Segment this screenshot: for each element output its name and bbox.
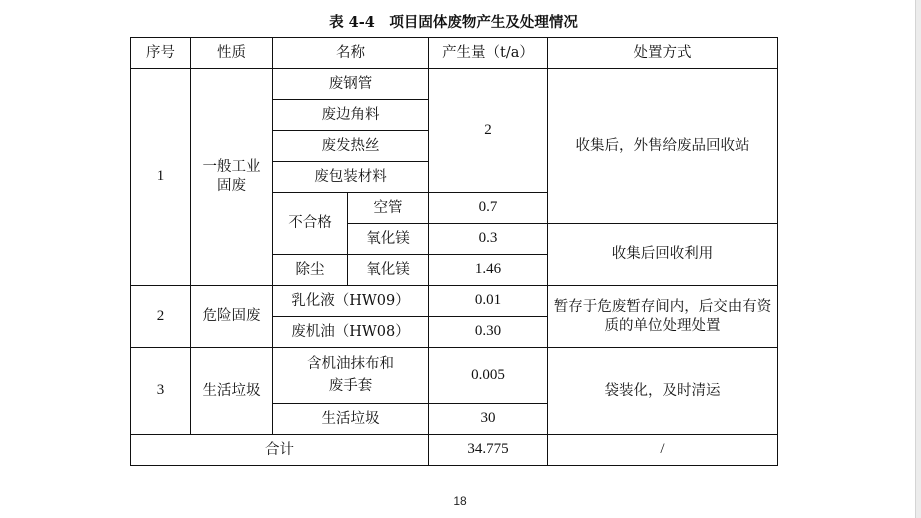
- page-number: 18: [453, 494, 467, 508]
- table-row: [131, 348, 778, 404]
- group3-item-2-amount: 30: [429, 404, 548, 435]
- group1-recycle-disposal: 收集后回收利用: [548, 224, 778, 286]
- group2-item-2-name: 废机油（HW08）: [273, 317, 429, 348]
- header-index: 序号: [131, 38, 191, 69]
- header-row: [131, 38, 778, 69]
- group1-dust-name: 氧化镁: [348, 255, 429, 286]
- group1-item: 废发热丝: [273, 131, 429, 162]
- group1-items-disposal: 收集后，外售给废品回收站: [548, 69, 778, 224]
- group1-item: 废钢管: [273, 69, 429, 100]
- group1-nature: [191, 69, 273, 286]
- group1-unqualified-1-name: 空管: [348, 193, 429, 224]
- table-row: [131, 69, 778, 100]
- table-caption: 表 4-4 项目固体废物产生及处理情况: [329, 14, 578, 31]
- group1-dust-amount: 1.46: [429, 255, 548, 286]
- group2-nature: 危险固废: [191, 286, 273, 348]
- group1-unqualified-2-amount: 0.3: [429, 224, 548, 255]
- group2-item-2-amount: 0.30: [429, 317, 548, 348]
- solid-waste-table: [130, 37, 778, 466]
- group3-index: 3: [131, 348, 191, 435]
- group1-unqualified-label: 不合格: [273, 193, 348, 255]
- group3-item-1-amount: 0.005: [429, 348, 548, 404]
- group2-item-1-name: 乳化液（HW09）: [273, 286, 429, 317]
- group3-item-2-name: 生活垃圾: [273, 404, 429, 435]
- group1-nature-text: 一般工业固废: [202, 159, 261, 194]
- group2-item-1-amount: 0.01: [429, 286, 548, 317]
- page-edge: [915, 0, 921, 518]
- total-disposal: /: [548, 435, 778, 466]
- header-disposal: 处置方式: [548, 38, 778, 69]
- group2-disposal: [548, 286, 778, 348]
- total-label: 合计: [131, 435, 429, 466]
- group1-item: 废包装材料: [273, 162, 429, 193]
- group3-item-1-name: [273, 348, 429, 404]
- group1-dust-label: 除尘: [273, 255, 348, 286]
- group1-items-amount: 2: [429, 69, 548, 193]
- group3-disposal: 袋装化，及时清运: [548, 348, 778, 435]
- group2-disposal-text: 暂存于危废暂存间内，后交由有资质的单位处理处置: [553, 298, 772, 334]
- group1-unqualified-2-name: 氧化镁: [348, 224, 429, 255]
- total-amount: 34.775: [429, 435, 548, 466]
- header-name: 名称: [273, 38, 429, 69]
- header-nature: 性质: [191, 38, 273, 69]
- header-amount: 产生量（t/a）: [429, 38, 548, 69]
- group2-index: 2: [131, 286, 191, 348]
- group3-item-1-text: 含机油抹布和废手套: [307, 356, 394, 394]
- group1-index: 1: [131, 69, 191, 286]
- group3-nature: 生活垃圾: [191, 348, 273, 435]
- group1-unqualified-1-amount: 0.7: [429, 193, 548, 224]
- group1-item: 废边角料: [273, 100, 429, 131]
- table-row: [131, 286, 778, 317]
- total-row: [131, 435, 778, 466]
